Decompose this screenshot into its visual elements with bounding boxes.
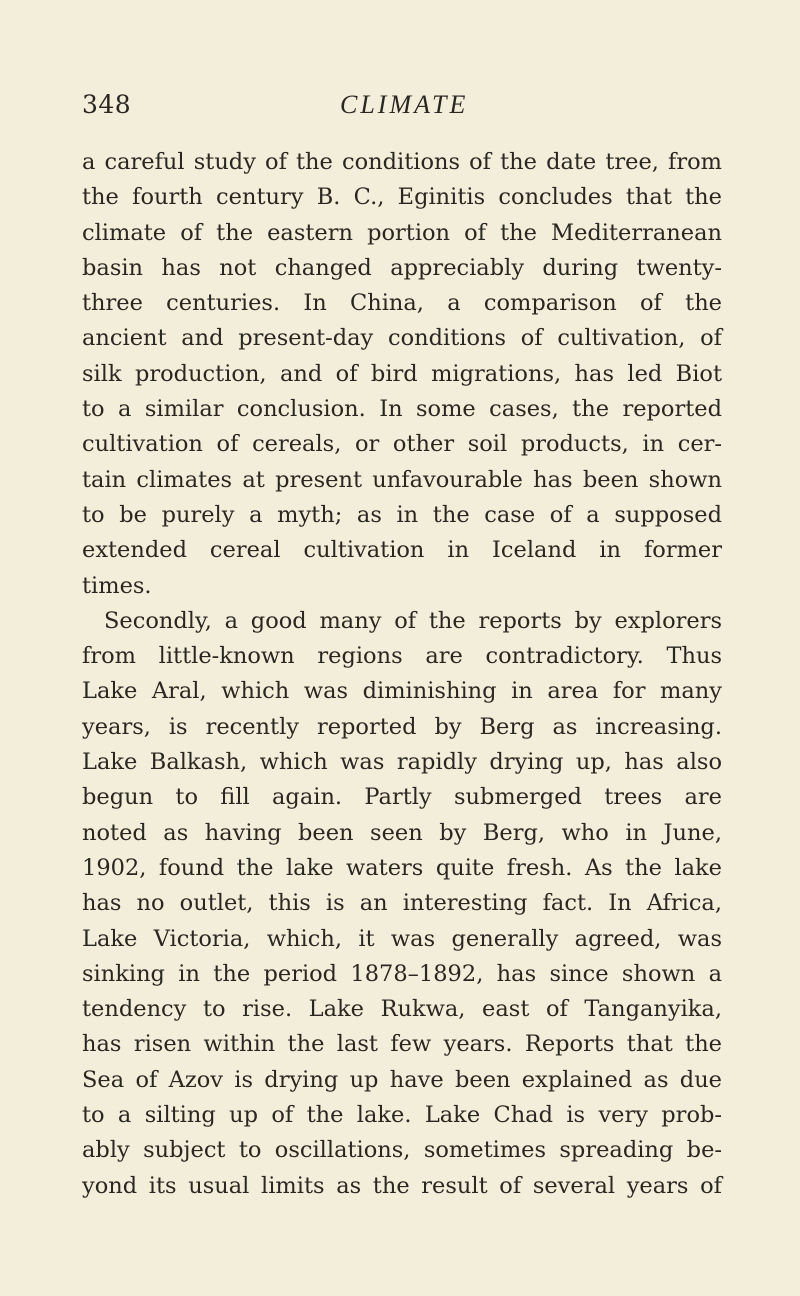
text-line: tendency to rise. Lake Rukwa, east of Tanganyika, <box>82 996 722 1023</box>
text-line: to be purely a myth; as in the case of a supposed <box>82 501 722 528</box>
text-line: cultivation of cereals, or other soil products, in cer- <box>82 431 722 458</box>
text-line: a careful study of the conditions of the date tree, from <box>82 149 722 175</box>
text-line: to a silting up of the lake. Lake Chad is very prob- <box>82 1102 722 1129</box>
text-line: climate of the eastern portion of the Mediterranean <box>82 219 722 246</box>
text-line: to a similar conclusion. In some cases, the reported <box>82 396 722 423</box>
page-header <box>0 90 800 130</box>
text-line: times. <box>82 572 152 599</box>
text-line: has no outlet, this is an interesting fact. In Africa, <box>82 890 722 917</box>
text-line: yond its usual limits as the result of several years of <box>82 1172 722 1199</box>
text-line: has risen within the last few years. Reports that the <box>82 1031 722 1058</box>
text-line: from little-known regions are contradictory. Thus <box>82 643 722 670</box>
text-line: begun to fill again. Partly submerged trees are <box>82 784 722 811</box>
text-line: sinking in the period 1878–1892, has since shown a <box>82 960 722 987</box>
text-line: ably subject to oscillations, sometimes spreading be- <box>82 1137 722 1164</box>
text-line: tain climates at present unfavourable has been shown <box>82 466 722 493</box>
text-line: extended cereal cultivation in Iceland in former <box>82 537 722 564</box>
text-line: the fourth century B. C., Eginitis concludes that the <box>82 184 722 211</box>
text-line: basin has not changed appreciably during twenty- <box>82 254 722 281</box>
text-line: Lake Victoria, which, it was generally agreed, was <box>82 925 722 952</box>
text-line: Sea of Azov is drying up have been explained as due <box>82 1066 722 1093</box>
text-line: Lake Balkash, which was rapidly drying up, has also <box>82 749 722 776</box>
text-line: noted as having been seen by Berg, who in June, <box>82 819 722 846</box>
text-line: years, is recently reported by Berg as increasing. <box>82 713 722 740</box>
text-line: 1902, found the lake waters quite fresh. As the lake <box>82 854 722 881</box>
text-line: silk production, and of bird migrations, has led Biot <box>82 360 722 387</box>
text-line: Secondly, a good many of the reports by explorers <box>104 607 722 634</box>
body-text <box>82 145 722 1204</box>
text-line: Lake Aral, which was diminishing in area for many <box>82 678 722 705</box>
text-line: ancient and present-day conditions of cultivation, of <box>82 325 722 352</box>
page-number: 348 <box>82 90 132 119</box>
text-line: three centuries. In China, a comparison of the <box>82 290 722 317</box>
running-head: CLIMATE <box>340 90 469 119</box>
